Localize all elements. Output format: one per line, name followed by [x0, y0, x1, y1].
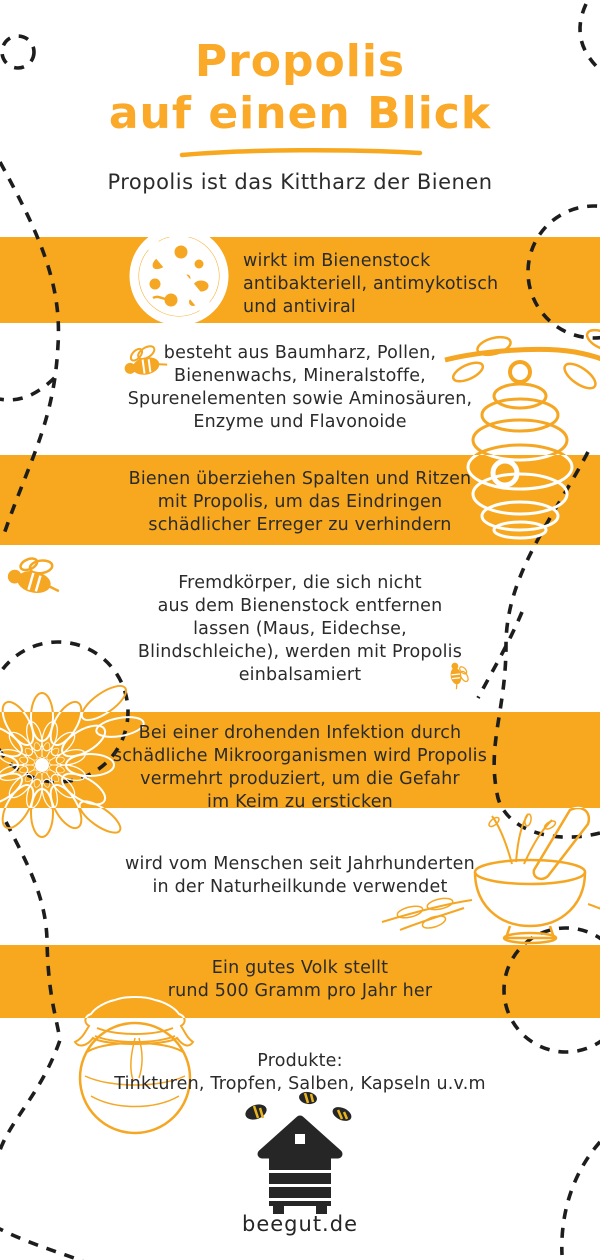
dashed-path — [562, 1142, 600, 1255]
title-line-1: Propolis — [194, 36, 406, 87]
fact-line: aus dem Bienenstock entfernen — [157, 596, 443, 616]
no-microbes-icon — [134, 231, 224, 321]
fact-text-5 — [0, 722, 600, 814]
page-subtitle: Propolis ist das Kittharz der Bienen — [107, 170, 493, 194]
fact-line: rund 500 Gramm pro Jahr her — [167, 981, 433, 1001]
fact-text-3 — [0, 468, 600, 537]
fact-line: Produkte: — [257, 1051, 343, 1071]
fact-line: schädliche Mikroorganismen wird Propolis — [112, 746, 488, 766]
fact-line: Bienen überziehen Spalten und Ritzen — [128, 469, 472, 489]
fact-line: Tinkturen, Tropfen, Salben, Kapseln u.v.m — [114, 1074, 486, 1094]
fact-line: im Keim zu ersticken — [207, 792, 393, 812]
fact-text-8 — [0, 1050, 600, 1096]
fact-line: schädlicher Erreger zu verhindern — [148, 515, 452, 535]
fact-text-7 — [0, 957, 600, 1003]
fact-text-6 — [0, 853, 600, 899]
fact-text-2 — [0, 342, 600, 434]
fact-line: Ein gutes Volk stellt — [211, 958, 389, 978]
page-title — [0, 36, 600, 140]
fact-line: Blindschleiche), werden mit Propolis — [137, 642, 463, 662]
fact-line: wirkt im Bienenstock — [243, 251, 431, 271]
fact-line: in der Naturheilkunde verwendet — [152, 877, 448, 897]
fact-line: vermehrt produziert, um die Gefahr — [140, 769, 460, 789]
fact-line: besteht aus Baumharz, Pollen, — [163, 343, 437, 363]
fact-line: Spurenelementen sowie Aminosäuren, — [127, 389, 473, 409]
fact-line: Enzyme und Flavonoide — [193, 412, 407, 432]
fact-text-1 — [243, 250, 573, 319]
fact-line: mit Propolis, um das Eindringen — [157, 492, 443, 512]
fact-line: antibakteriell, antimykotisch — [243, 274, 499, 294]
title-line-2: auf einen Blick — [108, 88, 492, 139]
fact-line: wird vom Menschen seit Jahrhunderten — [125, 854, 475, 874]
fact-line: Bei einer drohenden Infektion durch — [138, 723, 462, 743]
fact-line: einbalsamiert — [238, 665, 362, 685]
beegut-logo — [243, 1091, 353, 1214]
fact-text-4 — [0, 572, 600, 687]
fact-line: lassen (Maus, Eidechse, — [193, 619, 407, 639]
title-underline — [182, 150, 420, 155]
fact-line: und antiviral — [243, 297, 356, 317]
fact-line: Bienenwachs, Mineralstoffe, — [174, 366, 426, 386]
brand-url: beegut.de — [242, 1212, 358, 1236]
fact-line: Fremdkörper, die sich nicht — [178, 573, 422, 593]
